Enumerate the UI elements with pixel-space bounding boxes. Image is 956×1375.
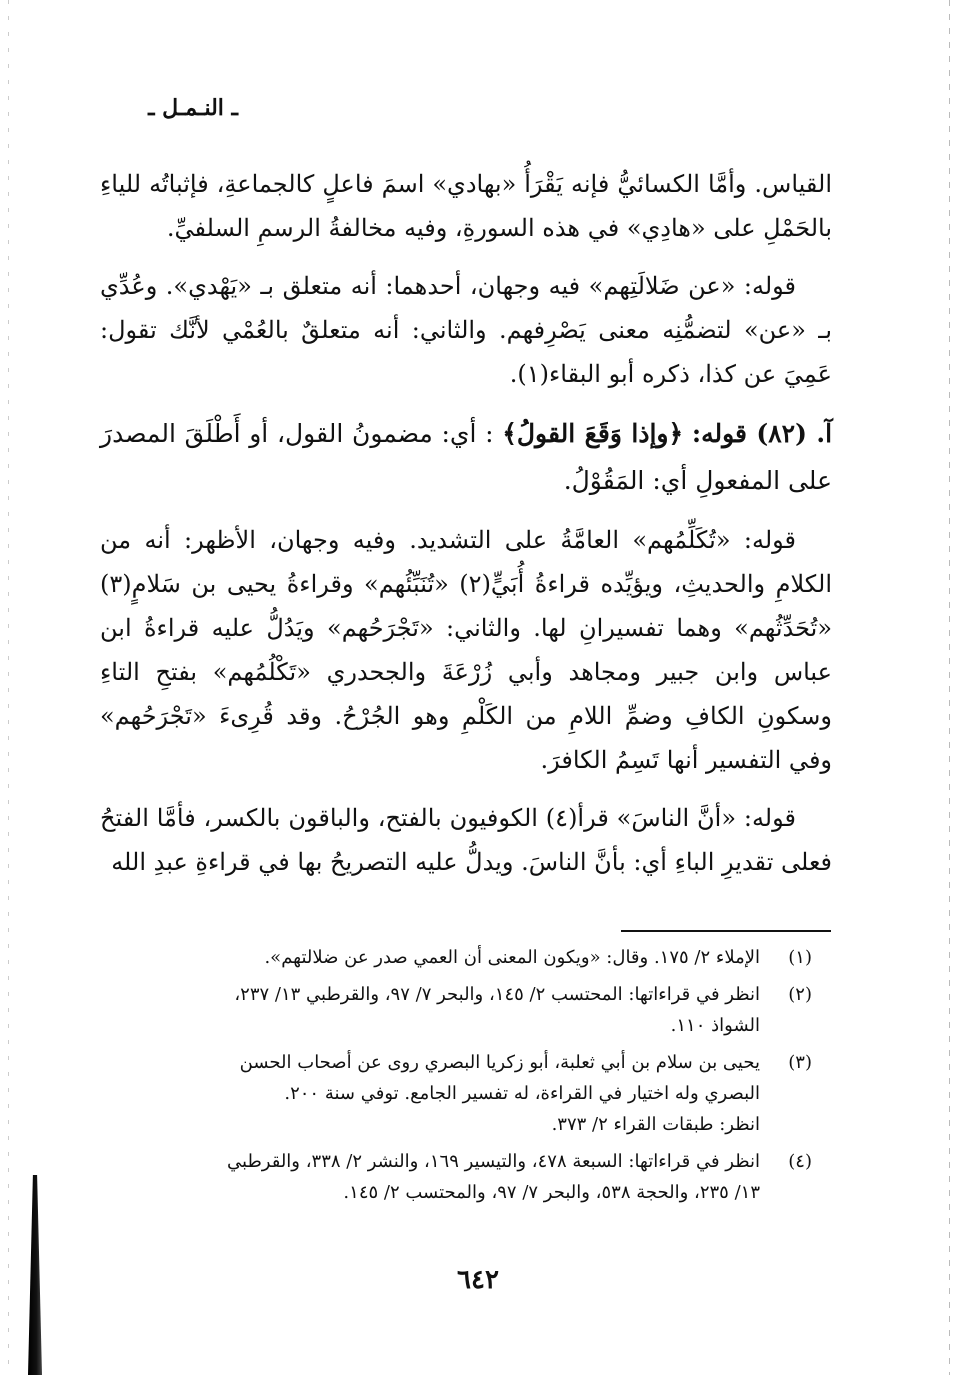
- footnote-line: يحيى بن سلام بن أبي ثعلبة، أبو زكريا البصري روى عن أصحاب الحسن: [239, 1052, 760, 1073]
- paragraph-verse-82: [100, 410, 832, 504]
- footnote-4: [112, 1146, 812, 1208]
- verse-number: آ. (٨٢) قوله:: [691, 419, 833, 448]
- footnote-text: [112, 1146, 760, 1208]
- footnote-3: [112, 1047, 812, 1140]
- footnote-line: البصري وله اختيار في القراءة، له تفسير الجامع. توفي سنة ٢٠٠.: [284, 1083, 760, 1104]
- footnote-line: انظر: طبقات القراء ٢/ ٣٧٣.: [551, 1114, 760, 1135]
- page-number: ٦٤٢: [457, 1265, 499, 1295]
- footnote-line: انظر في قراءاتها: السبعة ٤٧٨، والتيسير ١٦٩، والنشر ٢/ ٣٣٨، والقرطبي: [227, 1151, 760, 1172]
- verse-commentary: : أي: مضمونُ القول، أو أَطْلَقَ المصدرَ على المفعولِ أي: المَقُوْلُ.: [100, 419, 832, 495]
- footnotes: [112, 942, 812, 1214]
- main-text: [100, 162, 832, 898]
- footnote-2: [112, 979, 812, 1041]
- footnote-number: (١): [788, 947, 812, 968]
- quran-verse: ﴿وإذا وَقَعَ القولُ﴾: [502, 419, 684, 448]
- footnote-line: الشواذ ١١٠.: [670, 1015, 760, 1036]
- footnote-line: الإملاء ٢/ ١٧٥. وقال: «ويكون المعنى أن العمي صدر عن ضلالتهم».: [264, 947, 760, 968]
- footnote-text: [112, 942, 760, 973]
- paragraph-dalalatihim: قوله: «عن ضَلالَتِهم» فيه وجهان، أحدهما: أنه متعلق بـ «يَهْدي». وعُدِّي بـ «عن» لتضمُّنِه معنى يَصْرِفهم. والثاني: أنه متعلقٌ بالعُمْي لأنَّك تقول: عَمِيَ عن كذا، ذكره أبو البقاء(١).: [100, 272, 832, 388]
- footnote-line: ١٣/ ٢٣٥، والحجة ٥٣٨، والبحر ٧/ ٩٧، والمحتسب ٢/ ١٤٥.: [343, 1182, 760, 1203]
- paragraph-tukallimuhum: قوله: «تُكَلِّمُهم» العامَّةُ على التشديد. وفيه وجهان، الأظهر: أنه من الكلامِ والحديثِ، ويؤيِّده قراءةُ أُبَيٍّ(٢) «تُنَبِّئُهم» وقراءةُ يحيى بن سَلامٍ(٣) «تُحَدِّثُهم» وهما تفسيرانِ لها. والثاني: «تَجْرَحُهم» ويَدُلُّ عليه قراءةُ ابن عباس وابن جبير ومجاهد وأبي زُرْعَةَ والجحدري «تَكْلُمُهم» بفتحِ التاءِ وسكونِ الكافِ وضمِّ اللامِ من الكَلْمِ وهو الجُرْحُ. وقد قُرِىءَ «تَجْرَحُهم» وفي التفسير أنها تَسِمُ الكافرَ.: [100, 526, 833, 774]
- footnote-number: (٣): [788, 1052, 812, 1073]
- footnote-line: انظر في قراءاتها: المحتسب ٢/ ١٤٥، والبحر ٧/ ٩٧، والقرطبي ١٣/ ٢٣٧،: [234, 984, 760, 1005]
- footnote-number: (٢): [788, 984, 812, 1005]
- paragraph-qiyas: القياس. وأمَّا الكسائيُّ فإنه يَقْرَأُ «بهادي» اسمَ فاعلٍ كالجماعةِ، فإثباتُه للياءِ بالحَمْلِ على «هادِي» في هذه السورةِ، وفيه مخالفةُ الرسمِ السلفيِّ.: [100, 170, 832, 242]
- footnote-number: (٤): [788, 1151, 812, 1172]
- scan-margin-line-right: [949, 0, 950, 1375]
- footnote-text: [112, 979, 760, 1041]
- scan-margin-line-left: [8, 0, 9, 1375]
- footnote-separator: [621, 930, 831, 932]
- paragraph-anna-annas: قوله: «أنَّ الناسَ» قرأ(٤) الكوفيون بالفتح، والباقون بالكسر، فأمَّا الفتحُ فعلى تقديرِ الباءِ أي: بأنَّ الناسَ. ويدلُّ عليه التصريحُ بها في قراءةِ عبدِ الله: [100, 804, 832, 876]
- footnote-1: [112, 942, 812, 973]
- running-header: ـ النـمـل ـ: [148, 95, 238, 121]
- footnote-text: [112, 1047, 760, 1140]
